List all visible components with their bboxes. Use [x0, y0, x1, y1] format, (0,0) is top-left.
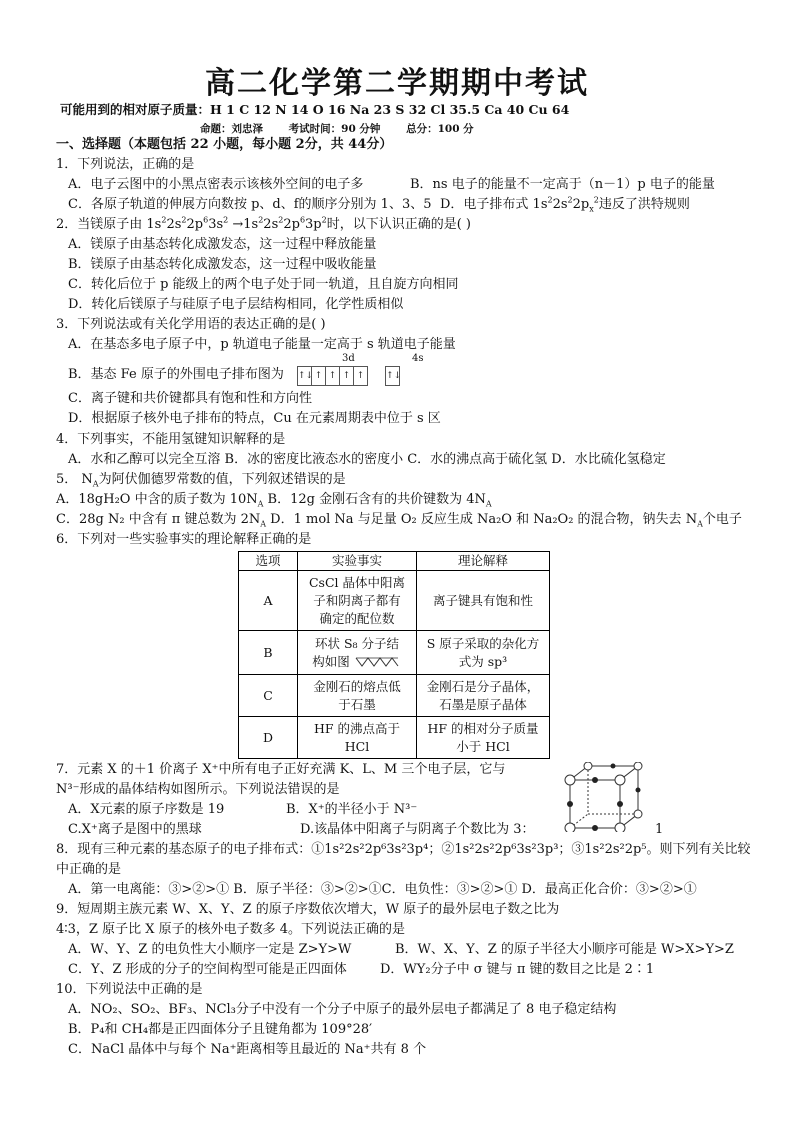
label-3d: 3d — [342, 353, 355, 364]
q1-option-c: C．各原子轨道的伸展方向数按 p、d、f的顺序分别为 1、3、5 — [68, 197, 432, 212]
table-row: D HF 的沸点高于 HCl HF 的相对分子质量 小于 HCl — [239, 717, 550, 759]
q10-option-c: C．NaCl 晶体中与每个 Na⁺距离相等且最近的 Na⁺共有 8 个 — [68, 1042, 427, 1057]
q3-option-b: B．基态 Fe 原子的外围电子排布图为 — [68, 367, 284, 382]
q9-option-c: C．Y、Z 形成的分子的空间构型可能是正四面体 — [68, 962, 347, 977]
q1-option-a: A．电子云图中的小黑点密表示该核外空间的电子多 — [68, 177, 364, 192]
q9-option-a: A．W、Y、Z 的电负性大小顺序一定是 Z>Y>W — [68, 942, 352, 957]
q1-stem: 1．下列说法，正确的是 — [56, 157, 195, 172]
total-score: 总分：100 分 — [406, 123, 474, 135]
exam-meta — [200, 121, 496, 136]
author: 命题：刘忠泽 — [200, 123, 263, 135]
q2-stem: 2．当镁原子由 $1s^22s^22p^63s^2 \to 1s^22s^22p^63p^2$时，以下认识正确的是( ) — [56, 215, 471, 232]
q1-option-d: D．电子排布式 $1s^22s^22p_x^2$违反了洪特规则 — [440, 195, 690, 214]
q8-line2: 中正确的是 — [56, 862, 122, 877]
q7-option-c: C.X⁺离子是图中的黑球 — [68, 822, 202, 837]
q2-option-a: A．镁原子由基态转化成激发态，这一过程中释放能量 — [68, 237, 377, 252]
q9-line1: 9．短周期主族元素 W、X、Y、Z 的原子序数依次增大，W 原子的最外层电子数之比为 — [56, 902, 560, 917]
q6-table — [238, 551, 550, 759]
q5-options-cd: C．28g N₂ 中含有 π 键总数为 $2N_A$ D．1 mol Na 与足量 O₂ 反应生成 Na₂O 和 Na₂O₂ 的混合物，钠失去 $N_A$个电子 — [56, 512, 742, 529]
q4-options: A．水和乙醇可以完全互溶 B．冰的密度比液态水的密度小 C．水的沸点高于硫化氢 D．水比硫化氢稳定 — [68, 452, 666, 467]
table-row: B 环状 S₈ 分子结 构如图 S 原子采取的杂化方 式为 sp³ — [239, 631, 550, 675]
atomic-masses: 可能用到的相对原子质量：H 1 C 12 N 14 O 16 Na 23 S 32 Cl 35.5 Ca 40 Cu 64 — [60, 102, 570, 117]
q7-option-d-tail: 1 — [655, 822, 664, 837]
crystal-structure-icon — [560, 762, 650, 832]
table-header: 实验事实 — [298, 552, 417, 571]
q6-stem: 6．下列对一些实验事实的理论解释正确的是 — [56, 532, 312, 547]
q2-option-c: C．转化后位于 p 能级上的两个电子处于同一轨道，且自旋方向相同 — [68, 277, 459, 292]
q3-option-c: C．离子键和共价键都具有饱和性和方向性 — [68, 391, 312, 406]
q10-stem: 10．下列说法中正确的是 — [56, 982, 203, 997]
table-row: C 金刚石的熔点低 于石墨 金刚石是分子晶体， 石墨是原子晶体 — [239, 675, 550, 717]
q10-option-a: A．NO₂、SO₂、BF₃、NCl₃分子中没有一个分子中原子的最外层电子都满足了 8 电子稳定结构 — [68, 1002, 617, 1017]
table-header: 选项 — [239, 552, 298, 571]
q7-line2: N³⁻形成的晶体结构如图所示。下列说法错误的是 — [56, 782, 340, 797]
table-row: A CsCl 晶体中阳离 子和阴离子都有 确定的配位数 离子键具有饱和性 — [239, 571, 550, 631]
q2-option-d: D．转化后镁原子与硅原子电子层结构相同，化学性质相似 — [68, 297, 404, 312]
q10-option-b: B．P₄和 CH₄都是正四面体分子且键角都为 109°28′ — [68, 1022, 373, 1037]
q5-stem: 5． $N_A$为阿伏伽德罗常数的值，下列叙述错误的是 — [56, 472, 346, 489]
q7-option-b: B．X⁺的半径小于 N³⁻ — [286, 802, 418, 817]
q9-option-b: B．W、X、Y、Z 的原子半径大小顺序可能是 W>X>Y>Z — [395, 942, 734, 957]
section-heading: 一、选择题（本题包括 22 小题，每小题 2分，共 44分） — [56, 137, 393, 152]
q7-line1: 7．元素 X 的＋1 价离子 X⁺中所有电子正好充满 K、L、M 三个电子层，它与 — [56, 762, 506, 777]
q9-option-d: D．WY₂分子中 σ 键与 π 键的数目之比是 2∶1 — [380, 962, 655, 977]
q9-line2: 4∶3，Z 原子比 X 原子的核外电子数多 4。下列说法正确的是 — [56, 922, 406, 937]
s8-ring-icon — [354, 656, 402, 668]
table-header: 理论解释 — [417, 552, 550, 571]
q2-option-b: B．镁原子由基态转化成激发态，这一过程中吸收能量 — [68, 257, 377, 272]
q3-option-a: A．在基态多电子原子中，p 轨道电子能量一定高于 s 轨道电子能量 — [68, 337, 456, 352]
q3-option-d: D．根据原子核外电子排布的特点，Cu 在元素周期表中位于 s 区 — [68, 411, 441, 426]
q1-option-b: B．ns 电子的能量不一定高于（n－1）p 电子的能量 — [410, 177, 715, 192]
q8-options: A．第一电离能：③>②>① B．原子半径：③>②>①C．电负性：③>②>① D．最高正化合价：③>②>① — [68, 882, 697, 897]
q3-stem: 3．下列说法或有关化学用语的表达正确的是( ) — [56, 317, 326, 332]
q7-option-d: D.该晶体中阳离子与阴离子个数比为 3： — [300, 822, 535, 837]
q4-stem: 4．下列事实，不能用氢键知识解释的是 — [56, 432, 286, 447]
q8-line1: 8．现有三种元素的基态原子的电子排布式：①1s²2s²2p⁶3s²3p⁴；②1s²2s²2p⁶3s²3p³；③1s²2s²2p⁵。则下列有关比较 — [56, 842, 751, 857]
label-4s: 4s — [412, 353, 424, 364]
q7-option-a: A．X元素的原子序数是 19 — [68, 802, 225, 817]
exam-time: 考试时间：90 分钟 — [288, 123, 381, 135]
orbital-diagram: ↑↓ ↑ ↑ ↑ ↑ ↑↓ — [297, 366, 399, 386]
page-title: 高二化学第二学期期中考试 — [205, 66, 589, 101]
q5-options-ab: A．18gH₂O 中含的质子数为 $10N_A$ B．12g 金刚石含有的共价键数为 $4N_A$ — [56, 492, 492, 509]
